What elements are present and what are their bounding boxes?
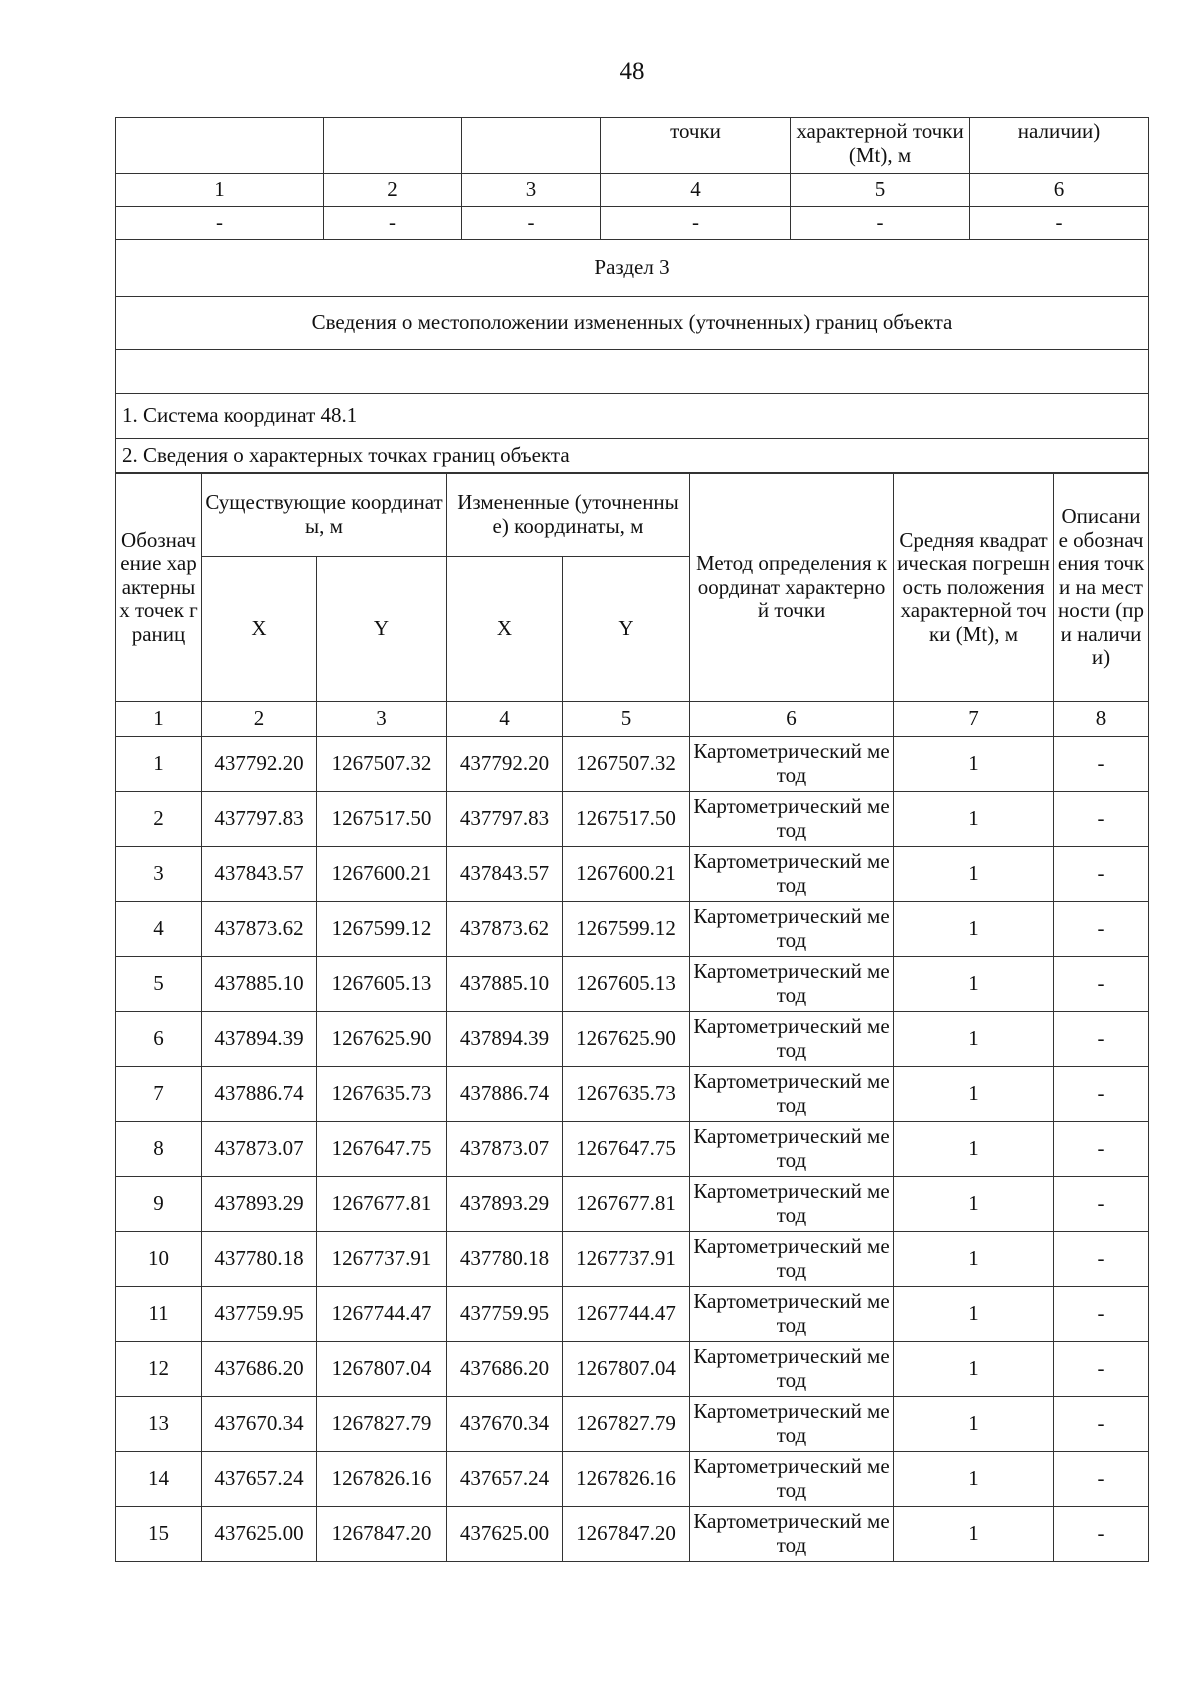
existing-x: 437886.74 (202, 1067, 317, 1122)
column-number: 1 (116, 174, 324, 207)
header-tail-cell (324, 118, 462, 174)
section-title: Раздел 3 (116, 240, 1149, 297)
dash-cell: - (116, 207, 324, 240)
changed-y: 1267744.47 (563, 1287, 690, 1342)
error-value: 1 (894, 847, 1054, 902)
column-number: 4 (601, 174, 791, 207)
table-row (116, 847, 1149, 902)
table-row (116, 792, 1149, 847)
existing-x: 437686.20 (202, 1342, 317, 1397)
column-number: 6 (690, 702, 894, 737)
table-row (116, 1342, 1149, 1397)
empty-row (116, 350, 1149, 394)
changed-x: 437759.95 (447, 1287, 563, 1342)
table-row (116, 902, 1149, 957)
existing-x: 437893.29 (202, 1177, 317, 1232)
column-number: 2 (324, 174, 462, 207)
column-number: 3 (317, 702, 447, 737)
changed-x: 437873.07 (447, 1122, 563, 1177)
section-subtitle: Сведения о местоположении измененных (уточненных) границ объекта (116, 297, 1149, 350)
dash-cell: - (601, 207, 791, 240)
changed-y: 1267677.81 (563, 1177, 690, 1232)
changed-x: 437792.20 (447, 737, 563, 792)
changed-x: 437873.62 (447, 902, 563, 957)
column-number-row (116, 174, 1149, 207)
existing-y: 1267647.75 (317, 1122, 447, 1177)
method: Картометрический метод (690, 902, 894, 957)
existing-x: 437873.62 (202, 902, 317, 957)
points-heading: 2. Сведения о характерных точках границ объекта (116, 439, 1149, 473)
header-tail-cell (462, 118, 601, 174)
method: Картометрический метод (690, 1507, 894, 1562)
existing-y: 1267744.47 (317, 1287, 447, 1342)
table-row (116, 737, 1149, 792)
description-value: - (1054, 1122, 1149, 1177)
existing-y: 1267605.13 (317, 957, 447, 1012)
error-value: 1 (894, 1012, 1054, 1067)
continuation-table (115, 117, 1149, 473)
designation-header: Обозначение характерных точек границ (116, 474, 202, 702)
changed-y: 1267827.79 (563, 1397, 690, 1452)
column-number: 2 (202, 702, 317, 737)
changed-x: 437885.10 (447, 957, 563, 1012)
page-number: 48 (619, 58, 645, 85)
changed-x: 437893.29 (447, 1177, 563, 1232)
column-number-row (116, 702, 1149, 737)
description-value: - (1054, 1452, 1149, 1507)
method: Картометрический метод (690, 1342, 894, 1397)
table-row (116, 1452, 1149, 1507)
point-id: 14 (116, 1452, 202, 1507)
changed-x: 437657.24 (447, 1452, 563, 1507)
description-value: - (1054, 1287, 1149, 1342)
dash-row (116, 207, 1149, 240)
error-value: 1 (894, 1507, 1054, 1562)
existing-y: 1267827.79 (317, 1397, 447, 1452)
existing-y: 1267600.21 (317, 847, 447, 902)
existing-x-header: X (202, 557, 317, 702)
existing-x: 437625.00 (202, 1507, 317, 1562)
changed-x: 437797.83 (447, 792, 563, 847)
description-value: - (1054, 1012, 1149, 1067)
error-value: 1 (894, 1067, 1054, 1122)
method: Картометрический метод (690, 847, 894, 902)
header-tail-cell: наличии) (970, 118, 1149, 174)
existing-x: 437657.24 (202, 1452, 317, 1507)
changed-y: 1267847.20 (563, 1507, 690, 1562)
method: Картометрический метод (690, 1397, 894, 1452)
method: Картометрический метод (690, 1122, 894, 1177)
existing-x: 437797.83 (202, 792, 317, 847)
changed-y: 1267507.32 (563, 737, 690, 792)
changed-y: 1267600.21 (563, 847, 690, 902)
error-value: 1 (894, 1232, 1054, 1287)
description-value: - (1054, 1342, 1149, 1397)
method: Картометрический метод (690, 1287, 894, 1342)
point-id: 3 (116, 847, 202, 902)
header-tail-cell (116, 118, 324, 174)
existing-x: 437894.39 (202, 1012, 317, 1067)
existing-y: 1267677.81 (317, 1177, 447, 1232)
changed-x: 437894.39 (447, 1012, 563, 1067)
point-id: 5 (116, 957, 202, 1012)
changed-x: 437843.57 (447, 847, 563, 902)
table-row (116, 1507, 1149, 1562)
header-row-1 (116, 474, 1149, 557)
changed-y: 1267737.91 (563, 1232, 690, 1287)
method: Картометрический метод (690, 1232, 894, 1287)
column-number: 7 (894, 702, 1054, 737)
table-row (116, 1122, 1149, 1177)
table-row (116, 1177, 1149, 1232)
error-value: 1 (894, 737, 1054, 792)
table-row (116, 1397, 1149, 1452)
table-row (116, 957, 1149, 1012)
error-value: 1 (894, 792, 1054, 847)
point-id: 2 (116, 792, 202, 847)
continuation-header-row (116, 118, 1149, 174)
existing-x: 437792.20 (202, 737, 317, 792)
column-number: 8 (1054, 702, 1149, 737)
description-value: - (1054, 847, 1149, 902)
error-value: 1 (894, 957, 1054, 1012)
point-id: 6 (116, 1012, 202, 1067)
existing-x: 437885.10 (202, 957, 317, 1012)
existing-y: 1267507.32 (317, 737, 447, 792)
description-value: - (1054, 902, 1149, 957)
method: Картометрический метод (690, 737, 894, 792)
coordinates-table (115, 473, 1149, 1562)
error-value: 1 (894, 1397, 1054, 1452)
existing-y: 1267847.20 (317, 1507, 447, 1562)
changed-x-header: X (447, 557, 563, 702)
existing-y: 1267517.50 (317, 792, 447, 847)
point-id: 12 (116, 1342, 202, 1397)
existing-x: 437780.18 (202, 1232, 317, 1287)
description-value: - (1054, 1232, 1149, 1287)
point-id: 8 (116, 1122, 202, 1177)
existing-y-header: Y (317, 557, 447, 702)
description-value: - (1054, 957, 1149, 1012)
changed-y: 1267605.13 (563, 957, 690, 1012)
description-value: - (1054, 792, 1149, 847)
existing-y: 1267807.04 (317, 1342, 447, 1397)
description-value: - (1054, 737, 1149, 792)
existing-x: 437759.95 (202, 1287, 317, 1342)
dash-cell: - (791, 207, 970, 240)
existing-y: 1267737.91 (317, 1232, 447, 1287)
changed-coords-header: Измененные (уточненные) координаты, м (447, 474, 690, 557)
error-value: 1 (894, 1342, 1054, 1397)
column-number: 6 (970, 174, 1149, 207)
table-row (116, 1232, 1149, 1287)
point-id: 4 (116, 902, 202, 957)
dash-cell: - (970, 207, 1149, 240)
changed-y: 1267517.50 (563, 792, 690, 847)
point-id: 1 (116, 737, 202, 792)
dash-cell: - (462, 207, 601, 240)
error-value: 1 (894, 1452, 1054, 1507)
column-number: 5 (791, 174, 970, 207)
changed-x: 437670.34 (447, 1397, 563, 1452)
description-value: - (1054, 1177, 1149, 1232)
changed-y: 1267807.04 (563, 1342, 690, 1397)
existing-y: 1267635.73 (317, 1067, 447, 1122)
dash-cell: - (324, 207, 462, 240)
changed-x: 437886.74 (447, 1067, 563, 1122)
error-value: 1 (894, 1122, 1054, 1177)
method: Картометрический метод (690, 792, 894, 847)
changed-y: 1267826.16 (563, 1452, 690, 1507)
method: Картометрический метод (690, 1012, 894, 1067)
existing-y: 1267826.16 (317, 1452, 447, 1507)
point-id: 10 (116, 1232, 202, 1287)
column-number: 1 (116, 702, 202, 737)
header-tail-cell: характерной точки (Mt), м (791, 118, 970, 174)
description-value: - (1054, 1397, 1149, 1452)
method: Картометрический метод (690, 1067, 894, 1122)
existing-x: 437873.07 (202, 1122, 317, 1177)
error-value: 1 (894, 1287, 1054, 1342)
changed-y: 1267647.75 (563, 1122, 690, 1177)
table-row (116, 1012, 1149, 1067)
changed-y-header: Y (563, 557, 690, 702)
description-value: - (1054, 1507, 1149, 1562)
error-header: Средняя квадратическая погрешность положения характерной точки (Mt), м (894, 474, 1054, 702)
existing-x: 437670.34 (202, 1397, 317, 1452)
changed-x: 437625.00 (447, 1507, 563, 1562)
header-tail-cell: точки (601, 118, 791, 174)
existing-y: 1267625.90 (317, 1012, 447, 1067)
column-number: 5 (563, 702, 690, 737)
table-row (116, 1287, 1149, 1342)
method-header: Метод определения координат характерной точки (690, 474, 894, 702)
changed-x: 437780.18 (447, 1232, 563, 1287)
changed-y: 1267635.73 (563, 1067, 690, 1122)
table-row (116, 1067, 1149, 1122)
error-value: 1 (894, 902, 1054, 957)
column-number: 4 (447, 702, 563, 737)
existing-y: 1267599.12 (317, 902, 447, 957)
method: Картометрический метод (690, 957, 894, 1012)
point-id: 15 (116, 1507, 202, 1562)
description-value: - (1054, 1067, 1149, 1122)
existing-x: 437843.57 (202, 847, 317, 902)
point-id: 11 (116, 1287, 202, 1342)
point-id: 7 (116, 1067, 202, 1122)
point-id: 9 (116, 1177, 202, 1232)
changed-y: 1267599.12 (563, 902, 690, 957)
changed-y: 1267625.90 (563, 1012, 690, 1067)
existing-coords-header: Существующие координаты, м (202, 474, 447, 557)
method: Картометрический метод (690, 1177, 894, 1232)
column-number: 3 (462, 174, 601, 207)
method: Картометрический метод (690, 1452, 894, 1507)
error-value: 1 (894, 1177, 1054, 1232)
coordinate-system: 1. Система координат 48.1 (116, 394, 1149, 439)
description-header: Описание обозначения точки на местности (при наличии) (1054, 474, 1149, 702)
point-id: 13 (116, 1397, 202, 1452)
changed-x: 437686.20 (447, 1342, 563, 1397)
